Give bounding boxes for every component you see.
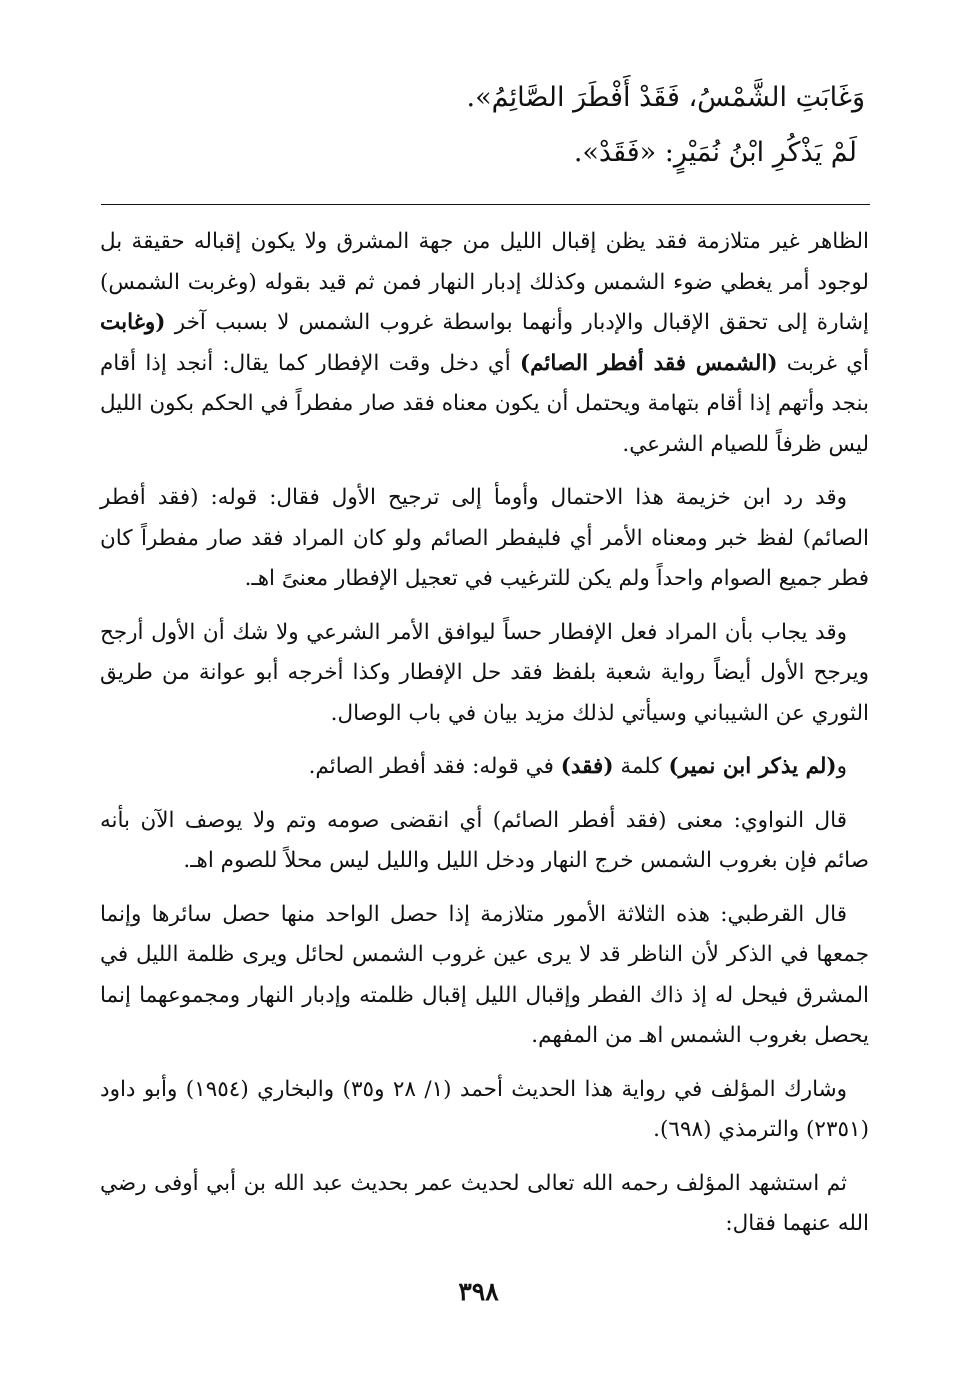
- commentary-block: [100, 222, 869, 1258]
- hadith-text-block: [105, 70, 865, 180]
- commentary-paragraph-7: وشارك المؤلف في رواية هذا الحديث أحمد (١/ ٢٨ و٣٥) والبخاري (١٩٥٤) وأبو داود (٢٣٥١) والترمذي (٦٩٨).: [100, 1076, 869, 1142]
- p4-bold-b: (لم يذكر ابن نمير): [668, 754, 837, 779]
- p4-text-c: كلمة: [613, 754, 669, 779]
- p1-bold-d: (الشمس فقد أفطر الصائم): [519, 350, 778, 376]
- commentary-paragraph-4: [100, 747, 869, 788]
- p1-text-c: أي غربت: [777, 350, 870, 376]
- commentary-paragraph-3: وقد يجاب بأن المراد فعل الإفطار حساً ليوافق الأمر الشرعي ولا شك أن الأول أرجح ويرجح الأول أيضاً رواية شعبة بلفظ فقد حل الإفطار وكذا أخرجه أبو عوانة من طريق الثوري عن الشيباني وسيأتي لذلك مزيد بيان في باب الوصال.: [100, 619, 869, 726]
- p1-text-a: الظاهر غير متلازمة فقد يظن إقبال الليل من جهة المشرق ولا يكون إقباله حقيقة بل لوجود أمر يغطي ضوء الشمس وكذلك إدبار النهار فمن ثم قيد بقوله (وغربت الشمس) إشارة إلى تحقق الإقبال والإدبار وأنهما بواسطة غروب الشمس لا بسبب آخر: [100, 229, 869, 335]
- p1-bold-b: (وغابت: [100, 310, 166, 335]
- commentary-paragraph-2: وقد رد ابن خزيمة هذا الاحتمال وأومأ إلى ترجيح الأول فقال: قوله: (فقد أفطر الصائم) لفظ خبر ومعناه الأمر أي فليفطر الصائم ولو كان المراد فقد صار مفطراً كان فطر جميع الصوام واحداً ولم يكن للترغيب في تعجيل الإفطار معنىً اهـ.: [100, 485, 869, 591]
- commentary-paragraph-1: [100, 222, 869, 465]
- commentary-paragraph-6: قال القرطبي: هذه الثلاثة الأمور متلازمة إذا حصل الواحد منها حصل سائرها وإنما جمعها في الذكر لأن الناظر قد لا يرى عين غروب الشمس لحائل ويرى ظلمة الليل في المشرق فيحل له إذ ذاك الفطر وإقبال الليل إقبال ظلمته وإدبار النهار ومجموعهما إنما يحصل بغروب الشمس اهـ من المفهم.: [100, 901, 869, 1048]
- page-number: ٣٩٨: [458, 1277, 499, 1306]
- hadith-line-2: لَمْ يَذْكُرِ ابْنُ نُمَيْرٍ: «فَقَدْ».: [573, 137, 857, 168]
- footnote-separator: [101, 204, 870, 205]
- p4-text-e: في قوله: فقد أفطر الصائم.: [308, 754, 561, 779]
- commentary-paragraph-8: ثم استشهد المؤلف رحمه الله تعالى لحديث عمر بحديث عبد الله بن أبي أوفى رضي الله عنهما فقال:: [100, 1170, 869, 1236]
- p4-text-a: و: [836, 754, 847, 779]
- hadith-line-1: وَغَابَتِ الشَّمْسُ، فَقَدْ أَفْطَرَ الصَّائِمُ».: [466, 82, 865, 113]
- p1-text-e: أي دخل وقت الإفطار كما يقال: أنجد إذا أقام بنجد وأتهم إذا أقام بتهامة ويحتمل أن يكون معناه فقد صار مفطراً في الحكم بكون الليل ليس ظرفاً للصيام الشرعي.: [100, 350, 869, 457]
- p4-bold-d: (فقد): [560, 754, 614, 779]
- commentary-paragraph-5: قال النواوي: معنى (فقد أفطر الصائم) أي انقضى صومه وتم ولا يوصف الآن بأنه صائم فإن بغروب الشمس خرج النهار ودخل الليل والليل ليس محلاً للصوم اهـ.: [100, 807, 869, 873]
